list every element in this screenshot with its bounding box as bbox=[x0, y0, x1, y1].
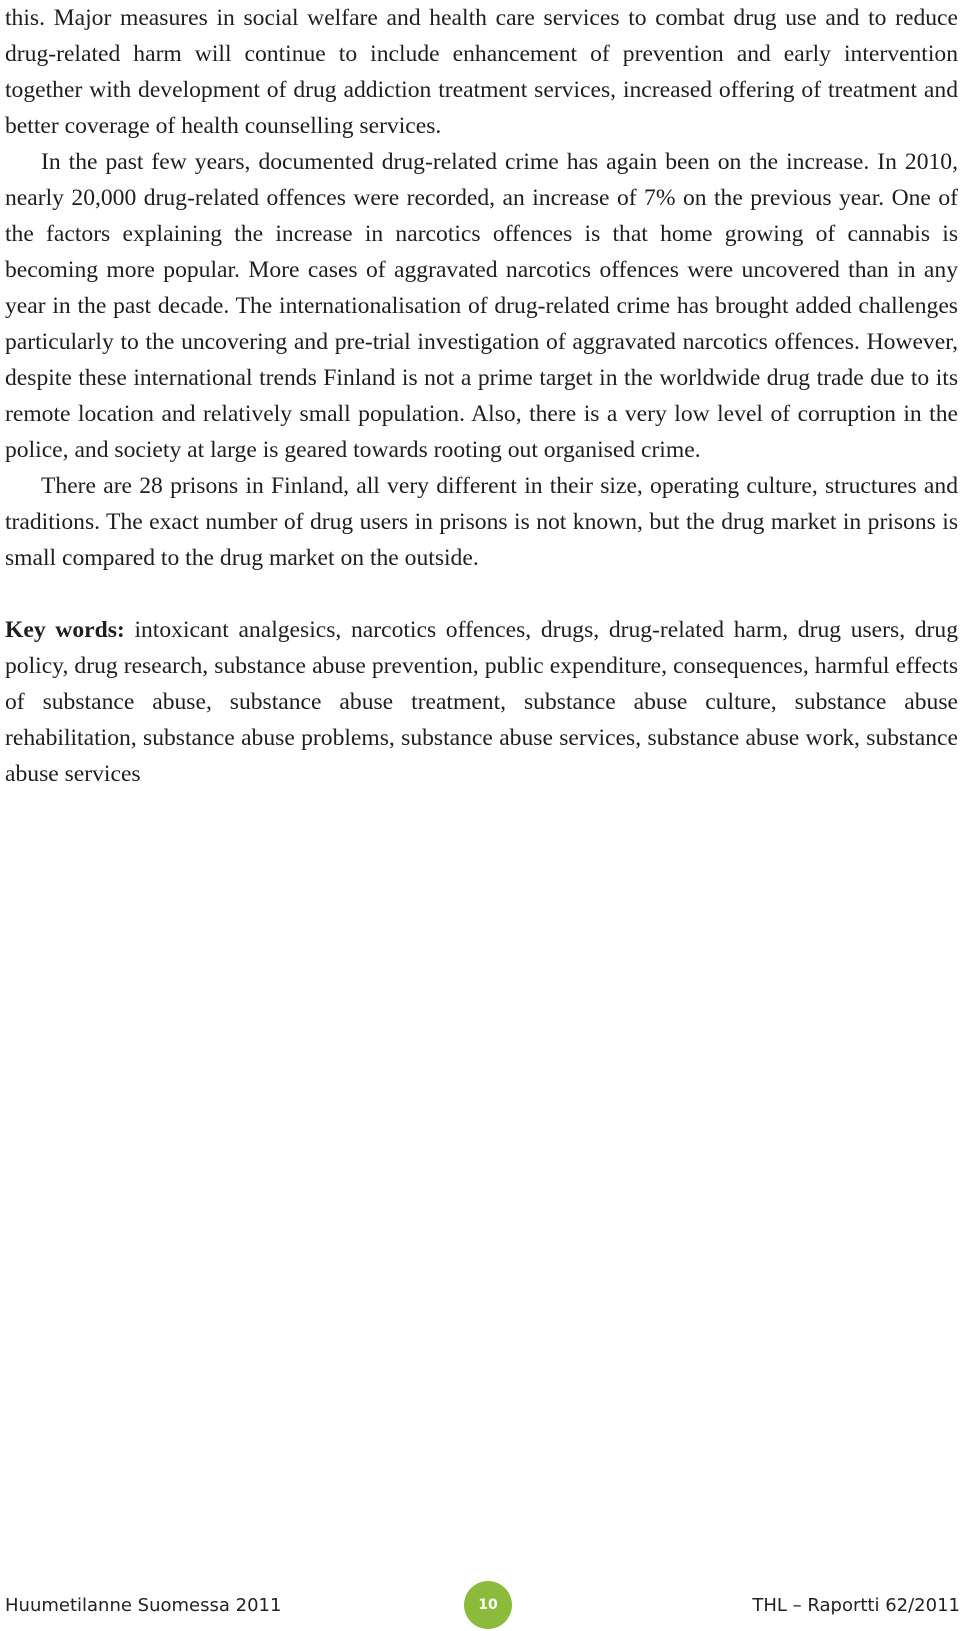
footer-publication-title: Huumetilanne Suomessa 2011 bbox=[5, 1595, 282, 1616]
page-number: 10 bbox=[478, 1597, 498, 1613]
keywords-section bbox=[5, 612, 958, 792]
paragraph-1: this. Major measures in social welfare and health care services to combat drug use and to reduce drug-related harm will continue to include enhancement of prevention and early intervention together with development of drug addiction treatment services, increased offering of treatment and better coverage of health counselling services. bbox=[5, 5, 958, 139]
keywords-label: Key words: bbox=[5, 617, 125, 643]
paragraph-2: In the past few years, documented drug-related crime has again been on the increase. In 2010, nearly 20,000 drug-related offences were recorded, an increase of 7% on the previous year. One of the factors explaining the increase in narcotics offences is that home growing of cannabis is becoming more popular. More cases of aggravated narcotics offences were uncovered than in any year in the past decade. The internationalisation of drug-related crime has brought added challenges particularly to the uncovering and pre-trial investigation of aggravated narcotics offences. However, despite these international trends Finland is not a prime target in the worldwide drug trade due to its remote location and relatively small population. Also, there is a very low level of corruption in the police, and society at large is geared towards rooting out organised crime. bbox=[5, 149, 958, 463]
page-number-badge bbox=[464, 1581, 512, 1629]
paragraph-3: There are 28 prisons in Finland, all very different in their size, operating culture, structures and traditions. The exact number of drug users in prisons is not known, but the drug market in prisons is small compared to the drug market on the outside. bbox=[5, 473, 958, 571]
document-body bbox=[5, 0, 958, 792]
footer-report-id: THL – Raportti 62/2011 bbox=[752, 1595, 960, 1616]
keywords-text: intoxicant analgesics, narcotics offences, drugs, drug-related harm, drug users, drug policy, drug research, substance abuse prevention, public expenditure, consequences, harmful effects of substance abuse, substance abuse treatment, substance abuse culture, substance abuse rehabilitation, substance abuse problems, substance abuse services, substance abuse work, substance abuse services bbox=[5, 617, 959, 787]
